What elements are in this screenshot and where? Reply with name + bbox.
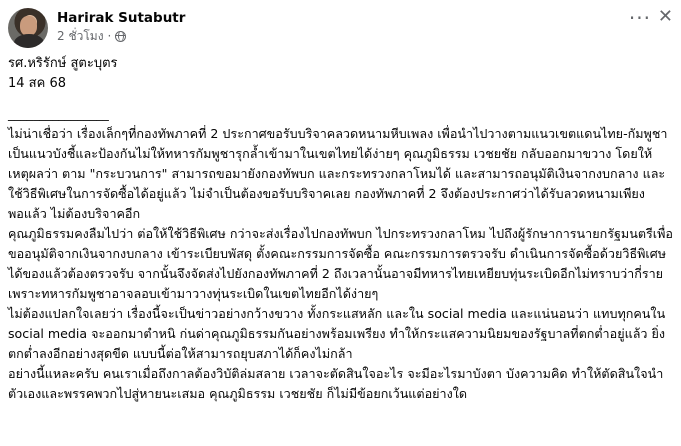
- post-title-block: [8, 54, 673, 94]
- close-icon[interactable]: ✕: [657, 6, 673, 27]
- separator-dot: ·: [107, 29, 112, 43]
- paragraph: ไม่น่าเชื่อว่า เรื่องเล็กๆที่กองทัพภาคที่ 2 ประกาศขอรับบริจาคลวดหนามหีบเพลง เพื่อนำไปวางตามแนวเขตแดนไทย-กัมพูชา เป็นแนวบังชี้และป้องกันไม่ให้ทหารกัมพูชารุกล้ำเข้ามาในเขตไทยได้ง่ายๆ คุณภูมิธรรม เวชยชัย กลับออกมาขวาง โดยให้เหตุผลว่า ตาม "กระบวนการ" สามารถขอมายังกองทัพบก และกระทรวงกลาโหมได้ และสามารถอนุมัติเงินจากงบกลาง และใช้วิธีพิเศษในการจัดซื้อได้อยู่แล้ว ไม่จำเป็นต้องขอรับบริจาคเลย กองทัพภาคที่ 2 จึงต้องประกาศว่าได้รับลวดหนามเพียงพอแล้ว ไม่ต้องบริจาคอีก: [8, 126, 668, 221]
- paragraph: อย่างนี้แหละครับ คนเราเมื่อถึงกาลต้องวิบัติล่มสลาย เวลาจะตัดสินใจอะไร จะมีอะไรมาบังตา บังความคิด ทำให้ตัดสินใจนำตัวเองและพรรคพวกไปสู่หายนะเสมอ คุณภูมิธรรม เวชยชัย ก็ไม่มีข้อยกเว้นแต่อย่างใด: [8, 366, 664, 401]
- globe-icon[interactable]: [115, 31, 126, 42]
- post-meta: [57, 8, 185, 45]
- more-options-button[interactable]: ···: [628, 6, 651, 30]
- author-name[interactable]: Harirak Sutabutr: [57, 10, 186, 26]
- divider-line: ________________: [8, 106, 109, 121]
- date-line: 14 สค 68: [8, 76, 66, 91]
- author-avatar[interactable]: [8, 8, 48, 48]
- post-time-row: [57, 27, 185, 45]
- post-body: [8, 54, 673, 404]
- post-header: [8, 0, 673, 54]
- title-line: รศ.หริรักษ์ สูตะบุตร: [8, 56, 118, 71]
- paragraph: ไม่ต้องแปลกใจเลยว่า เรื่องนี้จะเป็นข่าวอย่างกว้างขวาง ทั้งกระแสหลัก และใน social media และแน่นอนว่า แทบทุกคนใน social media จะออกมาตำหนิ ก่นด่าคุณภูมิธรรมกันอย่างพร้อมเพรียง ทำให้กระแสความนิยมของรัฐบาลที่ตกต่ำอยู่แล้ว ยิ่งตกต่ำลงอีกอย่างสุดขีด แบบนี้ต่อให้สามารถยุบสภาได้ก็คงไม่กล้า: [8, 306, 666, 361]
- post-timestamp[interactable]: 2 ชั่วโมง: [57, 29, 104, 43]
- paragraph: คุณภูมิธรรมคงลืมไปว่า ต่อให้ใช้วิธีพิเศษ กว่าจะส่งเรื่องไปกองทัพบก ไปกระทรวงกลาโหม ไปถึงผู้รักษาการนายกรัฐมนตรีเพื่อขออนุมัติจากเงินจากงบกลาง เข้าระเบียบพัสดุ ตั้งคณะกรรมการจัดซื้อ คณะกรรมการตรวจรับ ดำเนินการจัดซื้อด้วยวิธีพิเศษ ได้ของแล้วต้องตรวจรับ จากนั้นจึงจัดส่งไปยังกองทัพภาคที่ 2 ถึงเวลานั้นอาจมีทหารไทยเหยียบทุ่นระเบิดอีกไม่ทราบว่ากี่ราย เพราะทหารกัมพูชาอาจลอบเข้ามาวางทุ่นระเบิดในเขตไทยอีกได้ง่ายๆ: [8, 226, 673, 301]
